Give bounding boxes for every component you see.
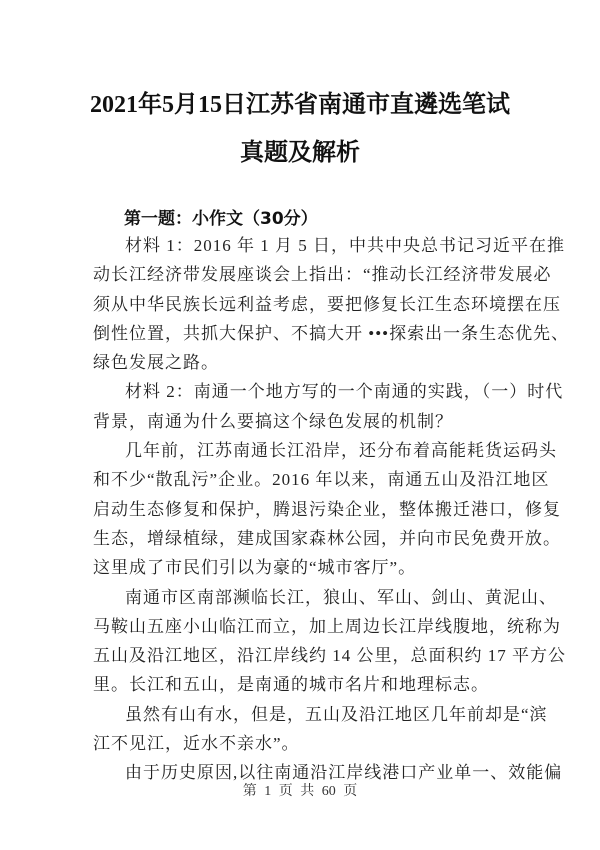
text-line: 马鞍山五座小山临江而立，加上周边长江岸线腹地，统称为 [93,616,561,636]
document-title-line-1: 2021年5月15日江苏省南通市直遴选笔试 [90,92,510,118]
text-line: 动长江经济带发展座谈会上指出：“推动长江经济带发展必 [93,265,552,285]
section-heading: 第一题：小作文（30分） [124,209,318,229]
text-line: 倒性位置，共抓大保护、不搞大开 •••探索出一条生态优先、 [93,323,570,343]
text-line: 和不少“散乱污”企业。2016 年以来，南通五山及沿江地区 [93,470,550,490]
text-line: 须从中华民族长远利益考虑，要把修复长江生态环境摆在压 [93,294,561,314]
paragraph [93,583,566,700]
text-line: 五山及沿江地区，沿江岸线约 14 公里，总面积约 17 平方公 [93,646,566,666]
text-line: 虽然有山有水，但是，五山及沿江地区几年前却是“滨 [125,704,548,724]
text-line: 几年前，江苏南通长江沿岸，还分布着高能耗货运码头 [125,441,557,461]
text-line: 江不见江，近水不亲水”。 [93,734,300,754]
paragraph [93,700,548,759]
document-body [93,231,570,788]
text-line: 这里成了市民们引以为豪的“城市客厅”。 [93,558,417,578]
paragraph [93,377,564,436]
page-footer: 第 1 页 共 60 页 [242,784,358,799]
text-line: 背景，南通为什么要搞这个绿色发展的机制？ [93,411,453,431]
text-line: 绿色发展之路。 [93,353,219,373]
paragraph [93,231,570,377]
text-line: 生态，增绿植绿，建成国家森林公园，并向市民免费开放。 [93,528,561,548]
text-line: 材料 1：2016 年 1 月 5 日，中共中央总书记习近平在推 [125,236,565,255]
text-line: 由于历史原因,以往南通沿江岸线港口产业单一、效能偏 [125,763,563,783]
text-line: 南通市区南部濒临长江，狼山、军山、剑山、黄泥山、 [125,587,557,607]
paragraph [93,436,561,582]
text-line: 启动生态修复和保护，腾退污染企业，整体搬迁港口，修复 [93,499,561,519]
text-line: 里。长江和五山，是南通的城市名片和地理标志。 [93,675,489,695]
document-title-line-2: 真题及解析 [240,140,360,166]
text-line: 材料 2：南通一个地方写的一个南通的实践，（一）时代 [125,382,564,402]
